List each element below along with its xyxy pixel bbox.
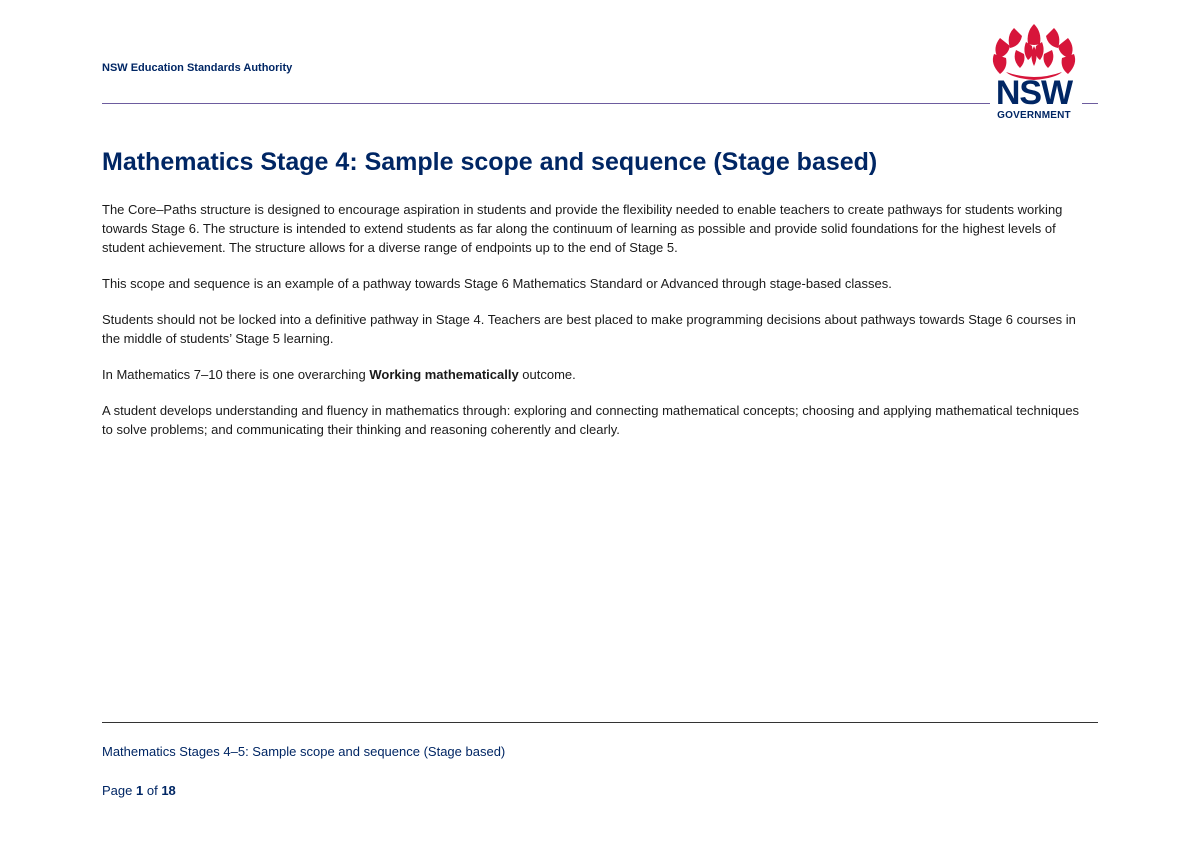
page-title: Mathematics Stage 4: Sample scope and sequence (Stage based)	[102, 148, 878, 176]
page-of: of	[146, 783, 158, 798]
logo-subtitle: GOVERNMENT	[997, 110, 1071, 121]
wm-text-before: In Mathematics 7–10 there is one overarching	[102, 367, 370, 382]
footer-rule	[102, 722, 1098, 723]
pathway-paragraph: This scope and sequence is an example of a pathway towards Stage 6 Mathematics Standard or Advanced through stage-based classes.	[102, 276, 892, 291]
org-name: NSW Education Standards Authority	[102, 62, 293, 74]
page-current: 1	[136, 783, 144, 798]
outcome-paragraph: A student develops understanding and fluency in mathematics through: exploring and connecting mathematical concepts; choosing and applying mathematical techniques to solve problems; and communicating their thinking and reasoning coherently and clearly.	[102, 403, 1080, 437]
logo-wordmark: NSW	[995, 74, 1073, 112]
page-number	[102, 783, 176, 798]
stage4-paragraph: Students should not be locked into a definitive pathway in Stage 4. Teachers are best placed to make programming decisions about pathways towards Stage 6 courses in the middle of students’ Stage 5 learning.	[102, 312, 1076, 346]
nsw-government-logo	[986, 24, 1082, 122]
footer-doc-title: Mathematics Stages 4–5: Sample scope and sequence (Stage based)	[102, 744, 506, 759]
body-text	[102, 200, 1092, 456]
wm-text-after: outcome.	[518, 367, 576, 382]
intro-paragraph: The Core–Paths structure is designed to encourage aspiration in students and provide the flexibility needed to enable teachers to create pathways for students working towards Stage 6. The structure is intended to extend students as far along the continuum of learning as possible and provide solid foundations for the highest levels of student achievement. The structure allows for a diverse range of endpoints up to the end of Stage 5.	[102, 202, 1063, 255]
header-rule-tail	[1082, 103, 1098, 104]
working-mathematically-paragraph	[102, 365, 1092, 384]
page-label: Page	[102, 783, 133, 798]
header-rule	[102, 103, 990, 104]
page-total: 18	[161, 783, 176, 798]
waratah-flower-icon	[986, 24, 1082, 80]
wm-bold-term: Working mathematically	[369, 367, 519, 382]
